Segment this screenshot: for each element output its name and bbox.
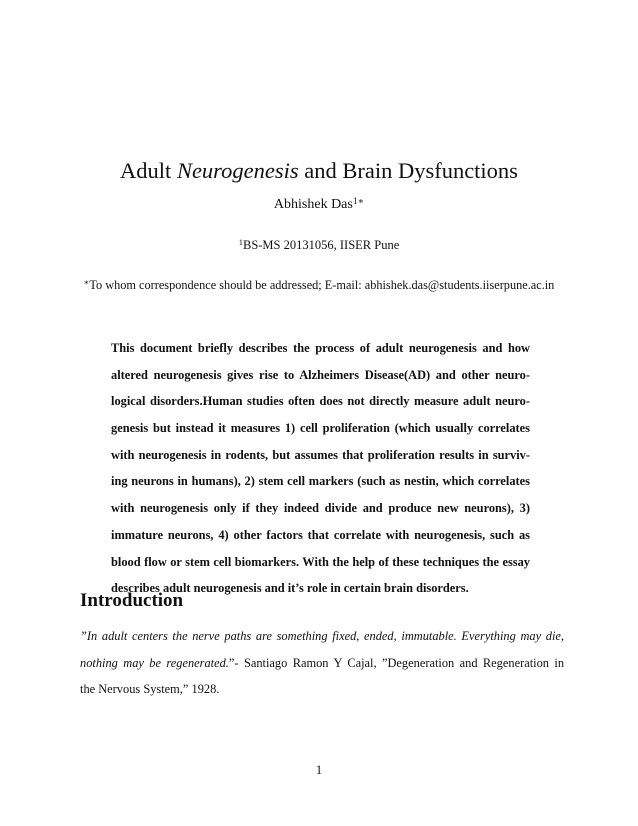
correspondence-line [0,276,638,294]
abstract-line: with neurogenesis only if they indeed divide and produce new neurons), 3) [111,501,530,516]
abstract [111,335,530,602]
abstract-line: describes adult neurogenesis and it’s role in certain brain disorders. [111,581,469,596]
title-part-1: Adult [120,158,177,183]
title-italic-word: Neurogenesis [176,158,299,183]
abstract-line: immature neurons, 4) other factors that correlate with neurogenesis, such as [111,527,530,542]
abstract-line: logical disorders.Human studies often does not directly measure adult neuro- [111,394,530,409]
abstract-line: with neurogenesis in rodents, but assumes that proliferation results in surviv- [111,447,530,462]
abstract-line: This document briefly describes the process of adult neurogenesis and how [111,341,530,355]
intro-attribution: ”- Santiago Ramon Y Cajal, ”Degeneration and Regeneration in [228,655,565,670]
abstract-line: altered neurogenesis gives rise to Alzheimers Disease(AD) and other neuro- [111,367,530,382]
affiliation-mark: 1 [238,237,243,248]
intro-quote-attribution-line [80,650,564,677]
intro-quote-line [80,623,564,650]
intro-quote-text: ”In adult centers the nerve paths are something fixed, ended, immutable. Everything may die, [80,629,564,643]
intro-quote-end: nothing may be regenerated. [80,655,229,670]
affiliation-text: BS-MS 20131056, IISER Pune [242,238,400,252]
title-part-2: and Brain Dysfunctions [298,158,518,183]
page-number: 1 [315,763,323,777]
intro-citation-line: the Nervous System,” 1928. [80,682,220,696]
abstract-line: blood flow or stem cell biomarkers. With the help of these techniques the essay [111,554,530,569]
abstract-line: genesis but instead it measures 1) cell proliferation (which usually correlates [111,421,530,436]
abstract-line: ing neurons in humans), 2) stem cell markers (such as nestin, which correlates [111,474,530,489]
correspondence-mark: ∗ [83,278,90,288]
section-heading-introduction: Introduction [80,590,184,611]
author-name: Abhishek Das [273,197,353,212]
correspondence-text: To whom correspondence should be addressed; E-mail: abhishek.das@students.iiserpune.ac.in [89,278,555,292]
paper-title [0,156,638,186]
introduction-paragraph [80,623,564,703]
author-line [0,195,638,215]
affiliation-line [0,236,638,254]
author-affiliation-marks: 1∗ [352,196,365,207]
